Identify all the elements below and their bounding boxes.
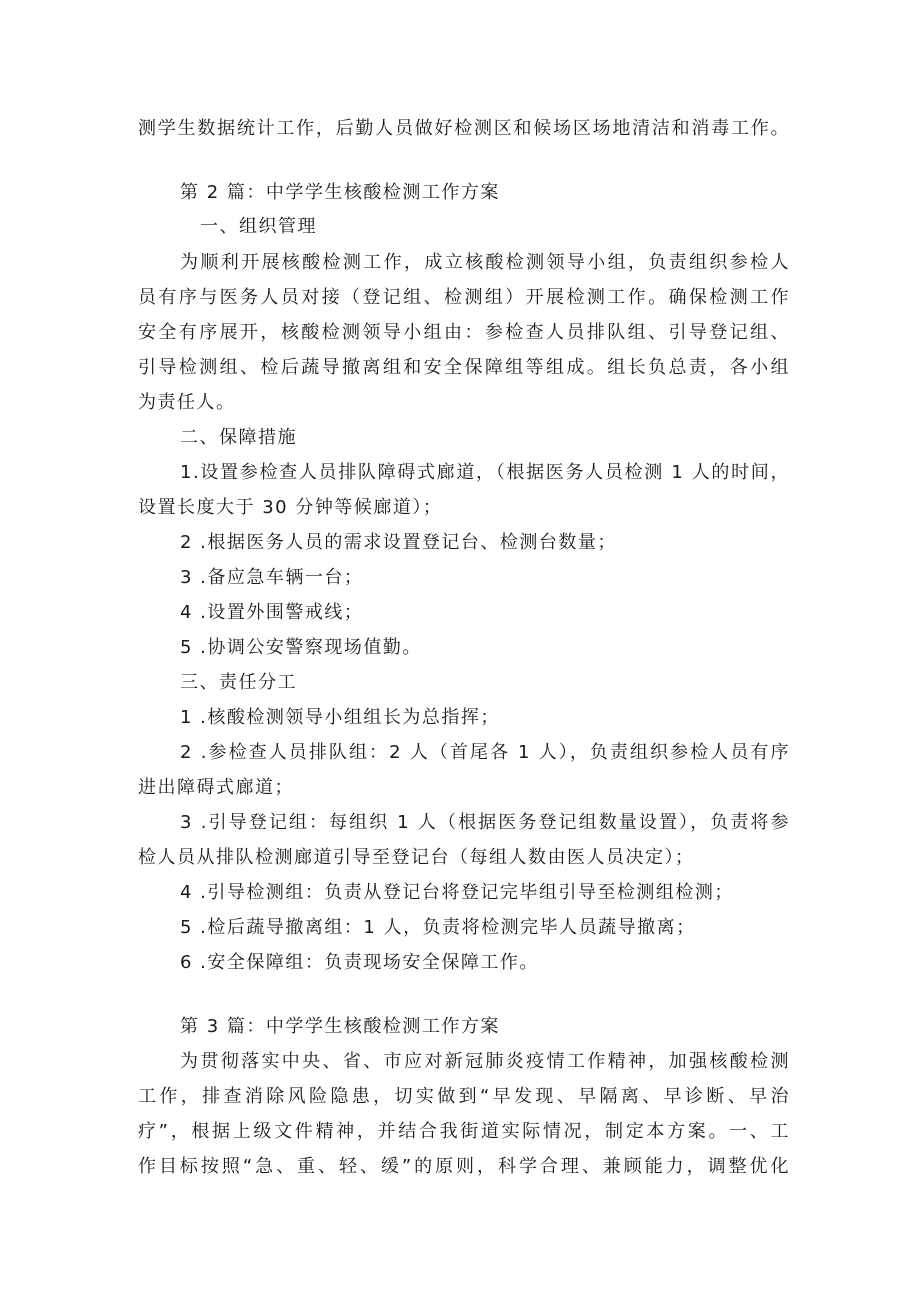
part2-section1-line: 员有序与医务人员对接（登记组、检测组）开展检测工作。确保检测工作 — [138, 287, 790, 308]
part3-line: 工作，排查消除风险隐患，切实做到“早发现、早隔离、早诊断、早治 — [138, 1086, 790, 1107]
part2-section1-line: 为顺利开展核酸检测工作，成立核酸检测领导小组，负责组织参检人 — [180, 252, 790, 273]
part2-section1-heading: 一、组织管理 — [200, 216, 317, 237]
part2-section1-line: 为责任人。 — [138, 392, 236, 413]
part2-section3-line: 5 .检后蔬导撤离组：1 人，负责将检测完毕人员蔬导撤离； — [180, 917, 696, 938]
part2-section3-heading: 三、责任分工 — [180, 672, 297, 693]
part2-title: 第 2 篇：中学学生核酸检测工作方案 — [180, 182, 500, 203]
part2-section2-line: 3 .备应急车辆一台； — [180, 567, 364, 588]
part2-section3-line: 3 .引导登记组：每组织 1 人（根据医务登记组数量设置），负责将参 — [180, 812, 790, 833]
part2-section3-line: 4 .引导检测组：负责从登记台将登记完毕组引导至检测组检测； — [180, 882, 734, 903]
part2-section2-line: 4 .设置外围警戒线； — [180, 602, 364, 623]
part2-section3-line: 6 .安全保障组：负责现场安全保障工作。 — [180, 952, 539, 973]
part3-line: 作目标按照“急、重、轻、缓”的原则，科学合理、兼顾能力，调整优化 — [138, 1156, 790, 1177]
part2-section3-line: 检人员从排队检测廊道引导至登记台（每组人数由医人员决定）； — [138, 847, 695, 868]
part2-section2-line: 2 .根据医务人员的需求设置登记台、检测台数量； — [180, 532, 617, 553]
part2-section2-line: 5 .协调公安警察现场值勤。 — [180, 637, 422, 658]
part2-section2-heading: 二、保障措施 — [180, 427, 297, 448]
part2-section1-line: 安全有序展开，核酸检测领导小组由：参检查人员排队组、引导登记组、 — [138, 322, 790, 343]
part2-section3-line: 2 .参检查人员排队组：2 人（首尾各 1 人），负责组织参检人员有序 — [180, 742, 790, 763]
part2-section3-line: 1 .核酸检测领导小组组长为总指挥； — [180, 707, 500, 728]
part3-line: 为贯彻落实中央、省、市应对新冠肺炎疫情工作精神，加强核酸检测 — [180, 1051, 790, 1072]
part3-line: 疗”，根据上级文件精神，并结合我街道实际情况，制定本方案。一、工 — [138, 1121, 790, 1142]
part2-section3-line: 进出障碍式廊道； — [138, 777, 294, 798]
part2-section1-line: 引导检测组、检后蔬导撤离组和安全保障组等组成。组长负总责，各小组 — [138, 357, 790, 378]
part2-section2-line: 1.设置参检查人员排队障碍式廊道，（根据医务人员检测 1 人的时间， — [180, 462, 790, 483]
part3-title: 第 3 篇：中学学生核酸检测工作方案 — [180, 1016, 500, 1037]
part2-section2-line: 设置长度大于 30 分钟等候廊道）； — [138, 497, 443, 518]
intro-paragraph-tail: 测学生数据统计工作，后勤人员做好检测区和候场区场地清洁和消毒工作。 — [138, 118, 790, 139]
